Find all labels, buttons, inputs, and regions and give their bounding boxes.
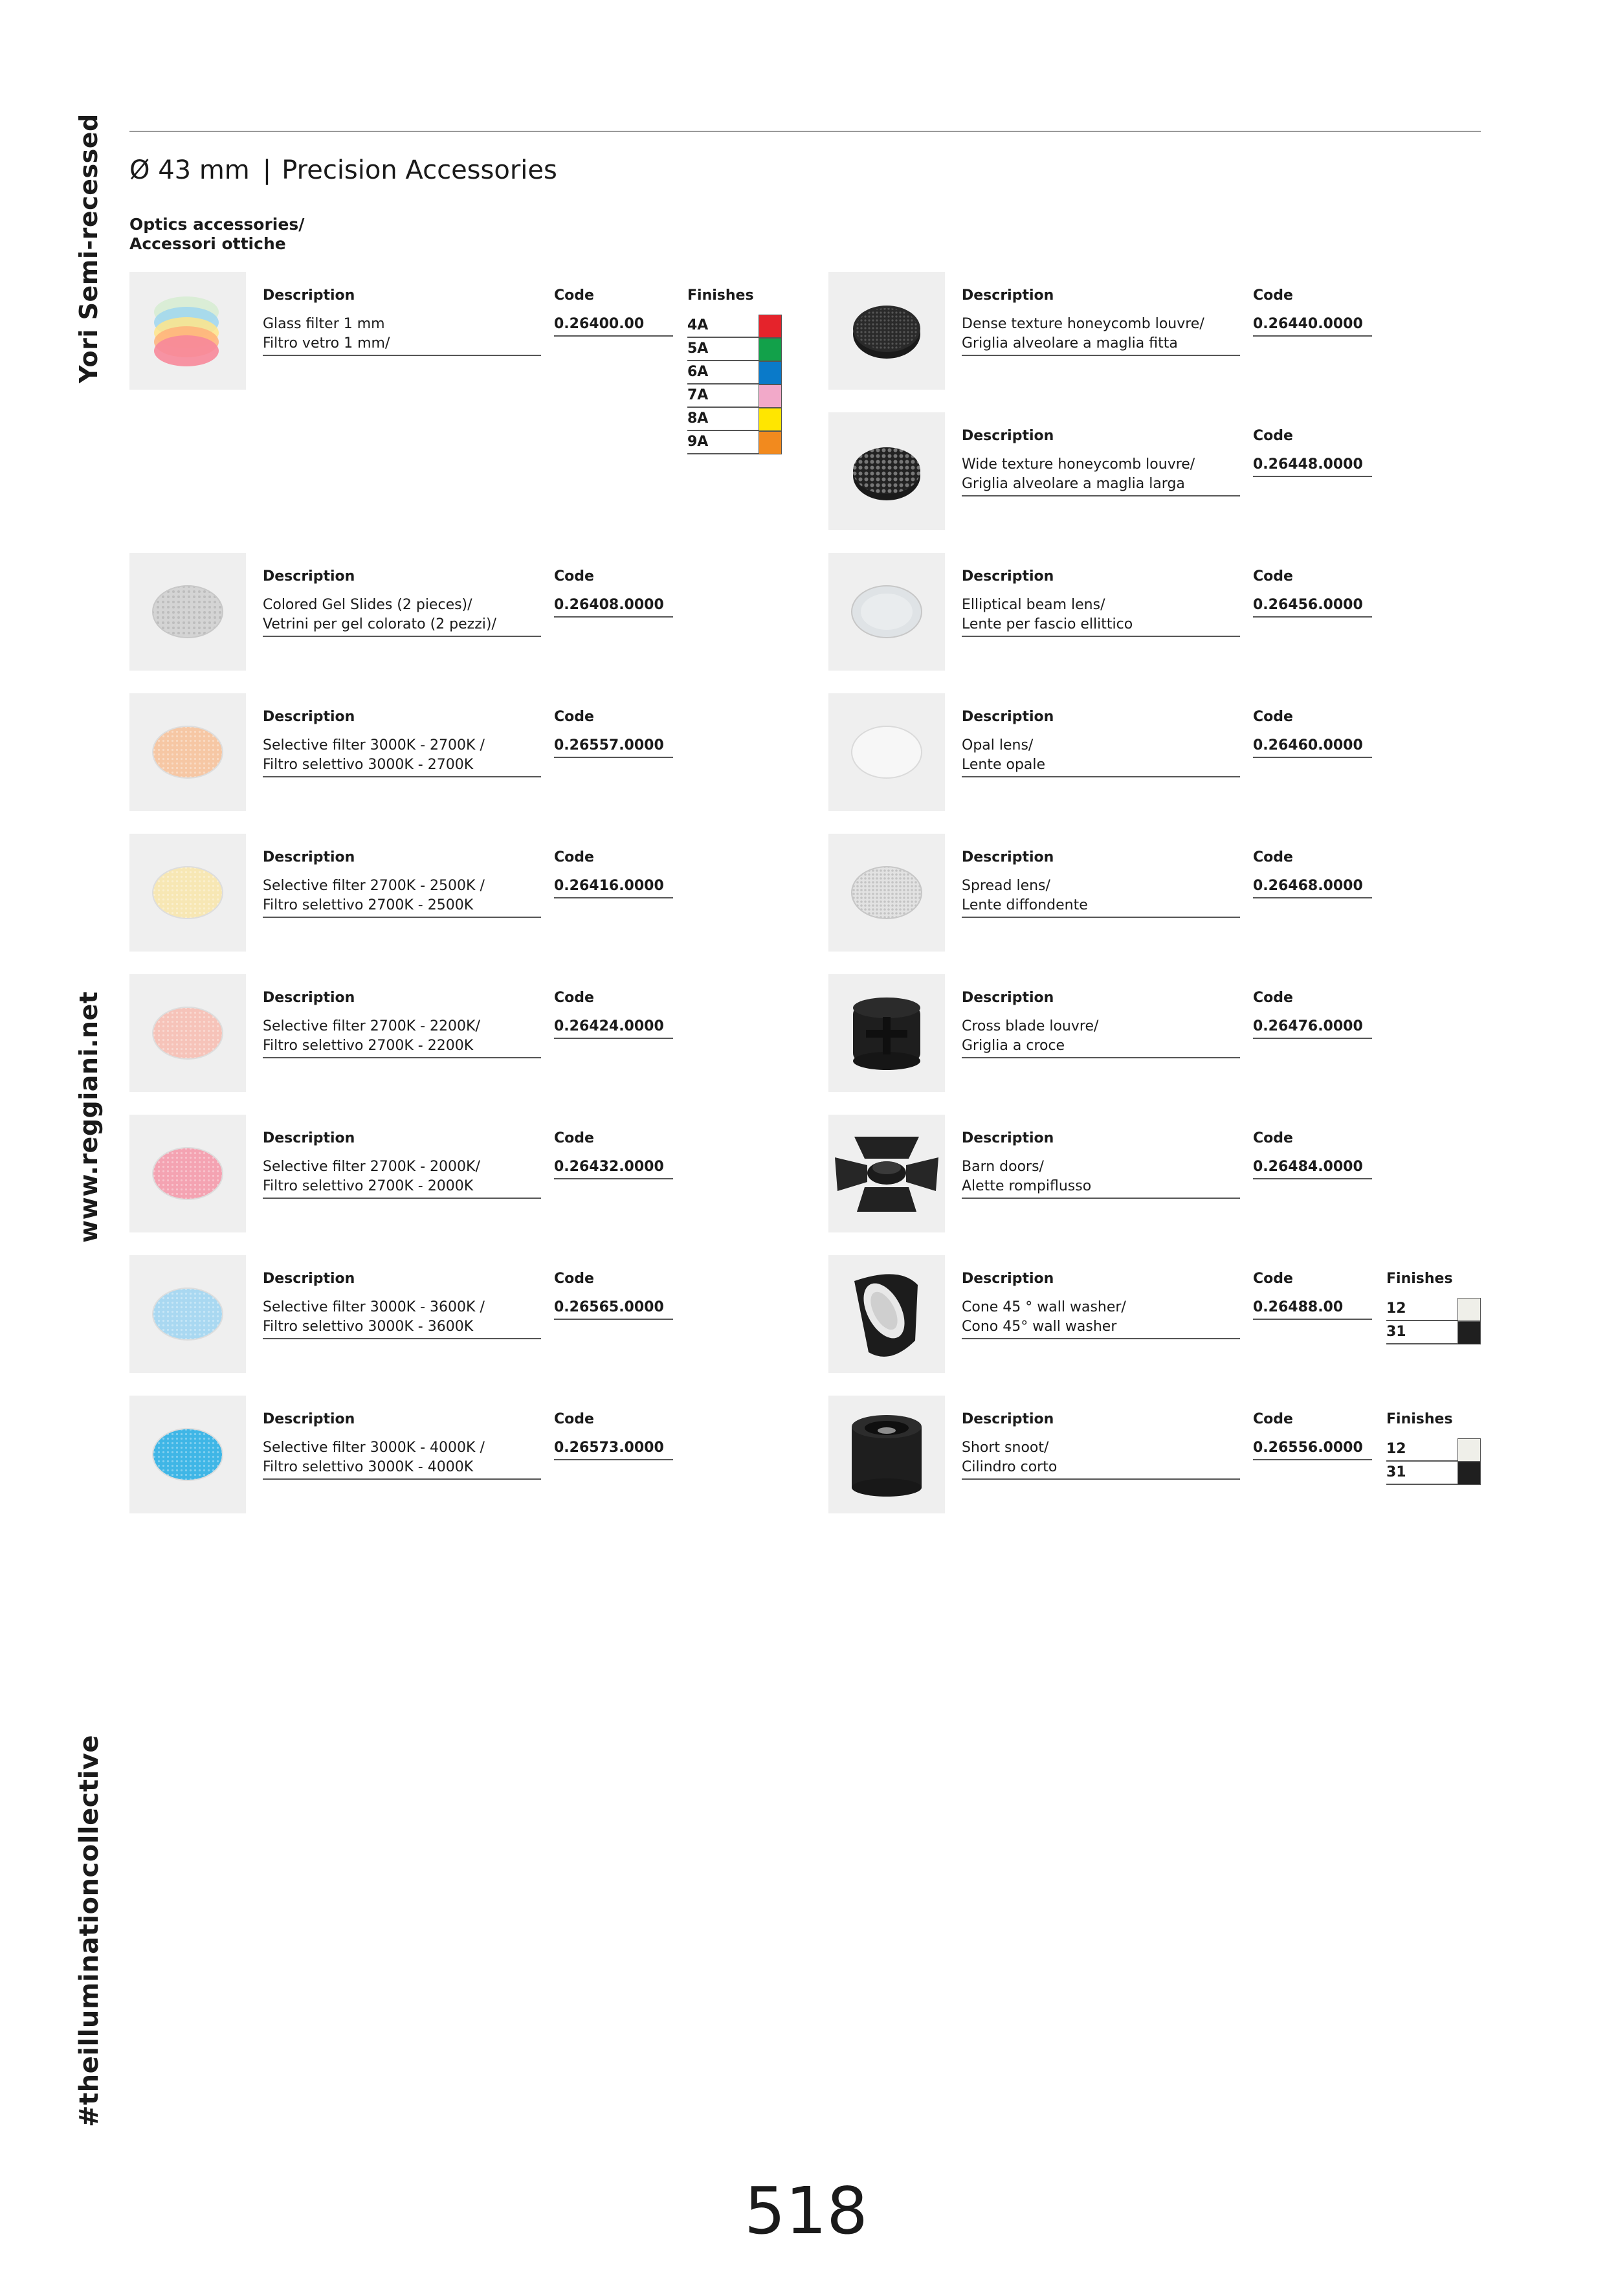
code-label: Code [554,1130,594,1146]
description-text [263,596,541,637]
description-label: Description [263,287,355,304]
accessory-item [828,553,1476,671]
description-label: Description [962,287,1054,304]
finish-code: 12 [1386,1441,1406,1457]
description-line1: Cone 45 ° wall washer/ [962,1299,1126,1315]
title-separator: | [262,155,272,185]
code-label: Code [1253,709,1293,725]
product-thumbnail [828,272,945,390]
header-rule [129,131,1481,132]
accessory-item [129,1115,777,1232]
description-label: Description [263,1271,355,1287]
description-text [962,455,1240,496]
description-line1: Barn doors/ [962,1159,1044,1175]
finishes-list [1386,1438,1481,1485]
code-label: Code [1253,568,1293,585]
description-label: Description [263,1130,355,1146]
description-text [962,1298,1240,1339]
description-label: Description [263,1411,355,1427]
sidebar-product-line: Yori Semi-recessed [74,113,103,383]
product-thumbnail [129,553,246,671]
description-line1: Colored Gel Slides (2 pieces)/ [263,597,472,613]
description-text [263,1438,541,1480]
description-text [962,736,1240,777]
accessory-item [828,412,1476,530]
accessory-item [828,1396,1476,1513]
code-label: Code [554,709,594,725]
description-text [962,1017,1240,1058]
description-label: Description [962,1271,1054,1287]
code-label: Code [1253,1411,1293,1427]
description-line2: Lente opale [962,757,1046,773]
finish-swatch [759,431,782,454]
finish-row [1386,1438,1481,1462]
product-thumbnail [129,1255,246,1373]
finish-row [687,431,782,454]
product-code: 0.26565.0000 [554,1298,673,1320]
finishes-label: Finishes [687,287,754,304]
description-line2: Griglia alveolare a maglia fitta [962,335,1178,351]
section-heading [129,215,304,254]
finishes-list [687,315,782,454]
accessory-item [828,1115,1476,1232]
description-label: Description [962,849,1054,865]
finish-swatch [1457,1298,1481,1321]
product-thumbnail [129,1396,246,1513]
product-code: 0.26408.0000 [554,596,673,618]
product-code: 0.26432.0000 [554,1157,673,1179]
product-thumbnail [828,1115,945,1232]
finish-code: 9A [687,434,709,450]
description-line1: Selective filter 3000K - 4000K / [263,1440,485,1456]
product-thumbnail [129,834,246,952]
finish-swatch [1457,1321,1481,1344]
product-thumbnail [828,1255,945,1373]
page-title [129,155,557,185]
finish-code: 8A [687,410,709,427]
description-line2: Griglia a croce [962,1038,1065,1054]
description-label: Description [962,428,1054,444]
description-label: Description [962,568,1054,585]
description-line2: Filtro selettivo 2700K - 2000K [263,1178,474,1194]
finish-swatch [759,315,782,338]
description-line2: Vetrini per gel colorato (2 pezzi)/ [263,616,496,632]
description-line1: Dense texture honeycomb louvre/ [962,316,1204,332]
finishes-list [1386,1298,1481,1344]
finish-swatch [759,338,782,361]
description-label: Description [263,568,355,585]
product-code: 0.26416.0000 [554,876,673,898]
finish-swatch [759,385,782,408]
description-line1: Glass filter 1 mm [263,316,385,332]
finish-row [687,408,782,431]
page-number: 518 [744,2173,868,2249]
description-text [263,315,541,356]
code-label: Code [554,990,594,1006]
finish-row [687,315,782,338]
product-thumbnail [129,272,246,390]
description-text [263,876,541,918]
code-label: Code [554,287,594,304]
finish-swatch [1457,1462,1481,1485]
product-code: 0.26400.00 [554,315,673,337]
product-thumbnail [828,553,945,671]
description-label: Description [263,990,355,1006]
finish-row [687,385,782,408]
finish-row [1386,1298,1481,1321]
product-code: 0.26557.0000 [554,736,673,758]
finish-row [1386,1462,1481,1485]
description-text [962,1157,1240,1199]
description-line1: Selective filter 2700K - 2000K/ [263,1159,480,1175]
product-code: 0.26468.0000 [1253,876,1372,898]
description-line2: Filtro selettivo 3000K - 2700K [263,757,474,773]
code-label: Code [1253,849,1293,865]
accessory-item [828,834,1476,952]
finishes-label: Finishes [1386,1271,1453,1287]
finish-code: 31 [1386,1464,1406,1480]
accessory-item [129,1396,777,1513]
accessory-item [129,272,777,450]
finish-code: 6A [687,364,709,380]
finish-code: 12 [1386,1300,1406,1317]
product-thumbnail [129,1115,246,1232]
description-line1: Selective filter 2700K - 2500K / [263,878,485,894]
finish-row [687,361,782,385]
description-line1: Elliptical beam lens/ [962,597,1105,613]
description-line1: Short snoot/ [962,1440,1049,1456]
code-label: Code [1253,990,1293,1006]
code-label: Code [1253,1130,1293,1146]
product-code: 0.26448.0000 [1253,455,1372,477]
sidebar-website: www.reggiani.net [74,991,103,1243]
code-label: Code [1253,287,1293,304]
product-thumbnail [828,974,945,1092]
description-line2: Filtro selettivo 3000K - 3600K [263,1319,474,1335]
product-thumbnail [129,974,246,1092]
sidebar-hashtag: #theilluminationcollective [74,1735,104,2127]
description-line1: Selective filter 3000K - 2700K / [263,737,485,753]
description-label: Description [962,1130,1054,1146]
product-code: 0.26424.0000 [554,1017,673,1039]
description-line1: Spread lens/ [962,878,1050,894]
description-line1: Opal lens/ [962,737,1034,753]
description-text [962,596,1240,637]
product-code: 0.26484.0000 [1253,1157,1372,1179]
description-text [962,876,1240,918]
accessory-item [129,693,777,811]
accessory-item [129,834,777,952]
description-line2: Filtro selettivo 2700K - 2200K [263,1038,474,1054]
accessory-item [828,1255,1476,1373]
product-code: 0.26488.00 [1253,1298,1372,1320]
description-label: Description [962,709,1054,725]
description-label: Description [263,709,355,725]
description-line1: Selective filter 3000K - 3600K / [263,1299,485,1315]
title-text: Precision Accessories [282,155,557,185]
description-label: Description [962,990,1054,1006]
description-text [962,1438,1240,1480]
accessory-item [129,1255,777,1373]
accessory-item [129,553,777,671]
finish-swatch [759,361,782,385]
accessory-item [828,272,1476,390]
finish-code: 7A [687,387,709,403]
finish-code: 31 [1386,1324,1406,1340]
accessory-item [828,693,1476,811]
finishes-label: Finishes [1386,1411,1453,1427]
product-thumbnail [828,1396,945,1513]
description-text [263,1017,541,1058]
description-line2: Cilindro corto [962,1459,1058,1475]
code-label: Code [554,849,594,865]
description-label: Description [962,1411,1054,1427]
product-code: 0.26440.0000 [1253,315,1372,337]
code-label: Code [554,568,594,585]
code-label: Code [1253,1271,1293,1287]
accessory-item [129,974,777,1092]
finish-swatch [759,408,782,431]
finish-row [687,338,782,361]
description-text [263,736,541,777]
product-thumbnail [828,693,945,811]
product-thumbnail [828,412,945,530]
product-thumbnail [828,834,945,952]
product-code: 0.26556.0000 [1253,1438,1372,1460]
description-line2: Lente per fascio ellittico [962,616,1133,632]
accessory-item [828,974,1476,1092]
product-code: 0.26476.0000 [1253,1017,1372,1039]
code-label: Code [554,1271,594,1287]
code-label: Code [1253,428,1293,444]
product-code: 0.26456.0000 [1253,596,1372,618]
section-heading-line2: Accessori ottiche [129,234,286,253]
description-line2: Lente diffondente [962,897,1088,913]
finish-row [1386,1321,1481,1344]
description-line1: Wide texture honeycomb louvre/ [962,456,1195,473]
code-label: Code [554,1411,594,1427]
description-text [263,1157,541,1199]
description-line2: Alette rompiflusso [962,1178,1092,1194]
finish-code: 5A [687,340,709,357]
product-code: 0.26573.0000 [554,1438,673,1460]
section-heading-line1: Optics accessories/ [129,215,305,234]
description-line1: Cross blade louvre/ [962,1018,1099,1034]
product-thumbnail [129,693,246,811]
description-line2: Filtro vetro 1 mm/ [263,335,390,351]
description-line1: Selective filter 2700K - 2200K/ [263,1018,480,1034]
diameter-label: Ø 43 mm [129,155,250,185]
product-code: 0.26460.0000 [1253,736,1372,758]
finish-swatch [1457,1438,1481,1462]
description-line2: Filtro selettivo 3000K - 4000K [263,1459,474,1475]
description-line2: Cono 45° wall washer [962,1319,1117,1335]
description-line2: Griglia alveolare a maglia larga [962,476,1185,492]
description-text [962,315,1240,356]
description-label: Description [263,849,355,865]
description-text [263,1298,541,1339]
description-line2: Filtro selettivo 2700K - 2500K [263,897,474,913]
finish-code: 4A [687,317,709,333]
